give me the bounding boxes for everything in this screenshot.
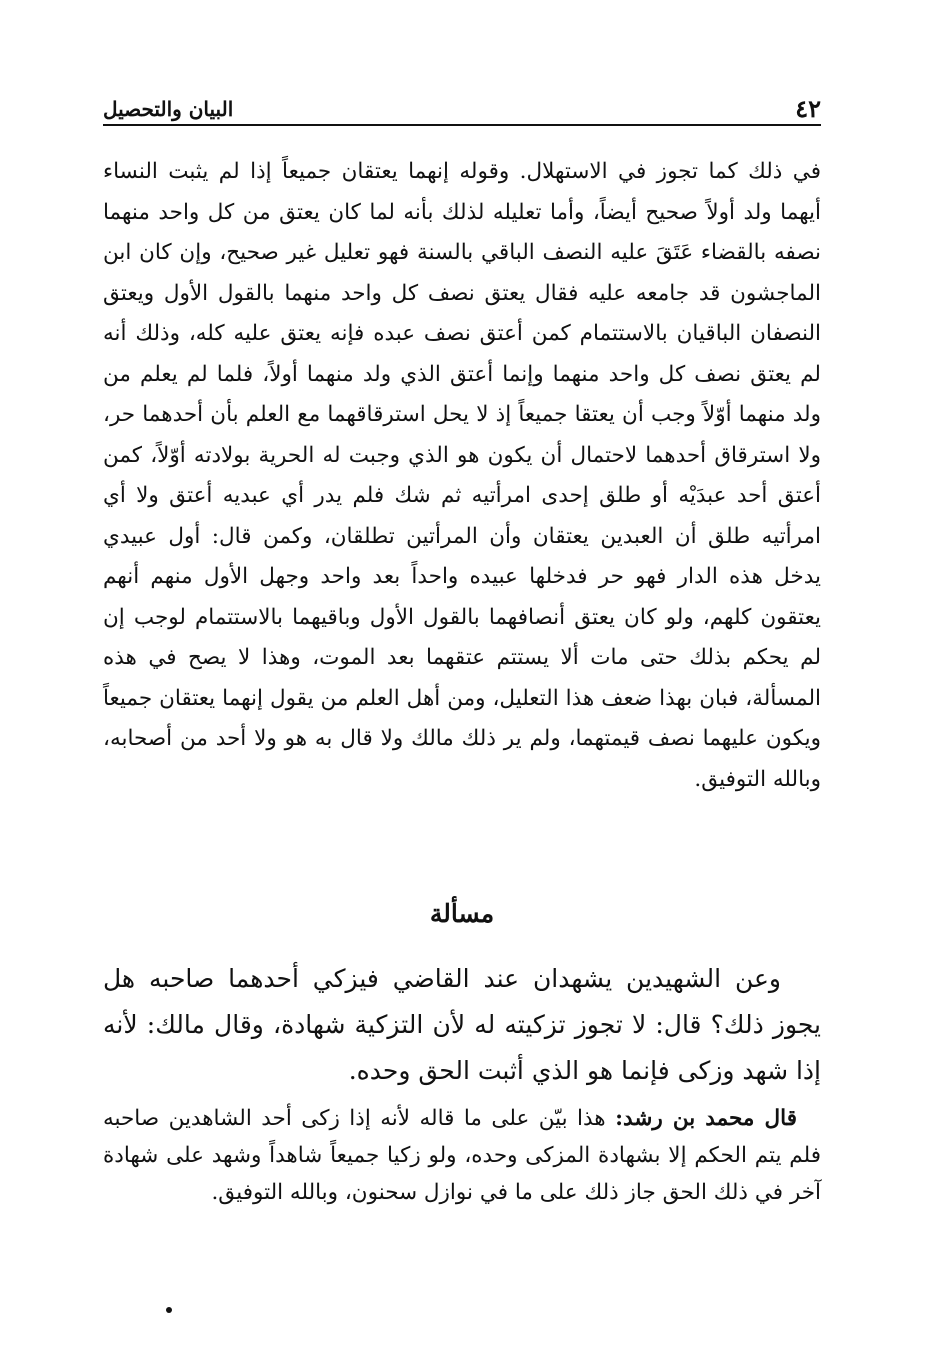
section-title: مسألة bbox=[429, 899, 495, 928]
page-header bbox=[103, 92, 821, 124]
ibn-rushd-paragraph bbox=[103, 1100, 821, 1211]
ibn-rushd-lead: قال محمد بن رشد: bbox=[615, 1106, 797, 1131]
page-dot-mark bbox=[166, 1307, 172, 1313]
commentary-paragraph: في ذلك كما تجوز في الاستهلال. وقوله إنهما يعتقان جميعاً إذا لم يثبت النساء أيهما ولد أولاً صحيح أيضاً، وأما تعليله لذلك بأنه لما كان يعتق من كل واحد منهما نصفه بالقضاء عَتَقَ عليه النصف الباقي بالسنة فهو تعليل غير صحيح، وإن كان ابن الماجشون قد جامعه عليه فقال يعتق نصف كل واحد منهما بالقول الأول ويعتق النصفان الباقيان بالاستتمام كمن أعتق نصف عبده فإنه يعتق عليه كله، وذلك أنه لم يعتق نصف كل واحد منهما وإنما أعتق الذي ولد منهما أولاً، فلما لم يعلم من ولد منهما أوّلاً وجب أن يعتقا جميعاً إذ لا يحل استرقاقهما مع العلم بأن أحدهما حر، ولا استرقاق أحدهما لاحتمال أن يكون هو الذي وجبت له الحرية بولادته أوّلاً، كمن أعتق أحد عبدَيْه أو طلق إحدى امرأتيه ثم شك فلم يدر أي عبديه أعتق ولا أي امرأتيه طلق أن العبدين يعتقان وأن المرأتين تطلقان، وكمن قال: أول عبيدي يدخل هذه الدار فهو حر فدخلها عبيده واحداً بعد واحد وجهل الأول منهم أنهم يعتقون كلهم، ولو كان يعتق أنصافهما بالقول الأول وباقيهما بالاستتمام لوجب إن لم يحكم بذلك حتى مات ألا يستتم عتقهما بعد الموت، وهذا لا يصح في هذه المسألة، فبان بهذا ضعف هذا التعليل، ومن أهل العلم من يقول إنهما يعتقان جميعاً ويكون عليهما نصف قيمتهما، ولم ير ذلك مالك ولا قال به هو ولا أحد من أصحابه، وبالله التوفيق. bbox=[103, 159, 821, 792]
running-title: البيان والتحصيل bbox=[103, 97, 234, 121]
question-paragraph: وعن الشهيدين يشهدان عند القاضي فيزكي أحدهما صاحبه هل يجوز ذلك؟ قال: لا تجوز تزكيته له لأن التزكية شهادة، وقال مالك: لأنه إذا شهد وزكى فإنما هو الذي أثبت الحق وحده. bbox=[103, 964, 821, 1085]
header-rule bbox=[103, 124, 821, 126]
ibn-rushd-text: هذا بيّن على ما قاله لأنه إذا زكى أحد الشاهدين صاحبه فلم يتم الحكم إلا بشهادة المزكى وحده، ولو زكيا جميعاً شاهداً وشهد على شهادة آخر في ذلك الحق جاز ذلك على ما في نوازل سحنون، وبالله التوفيق. bbox=[103, 1106, 821, 1205]
page-number: ٤٢ bbox=[795, 94, 821, 123]
